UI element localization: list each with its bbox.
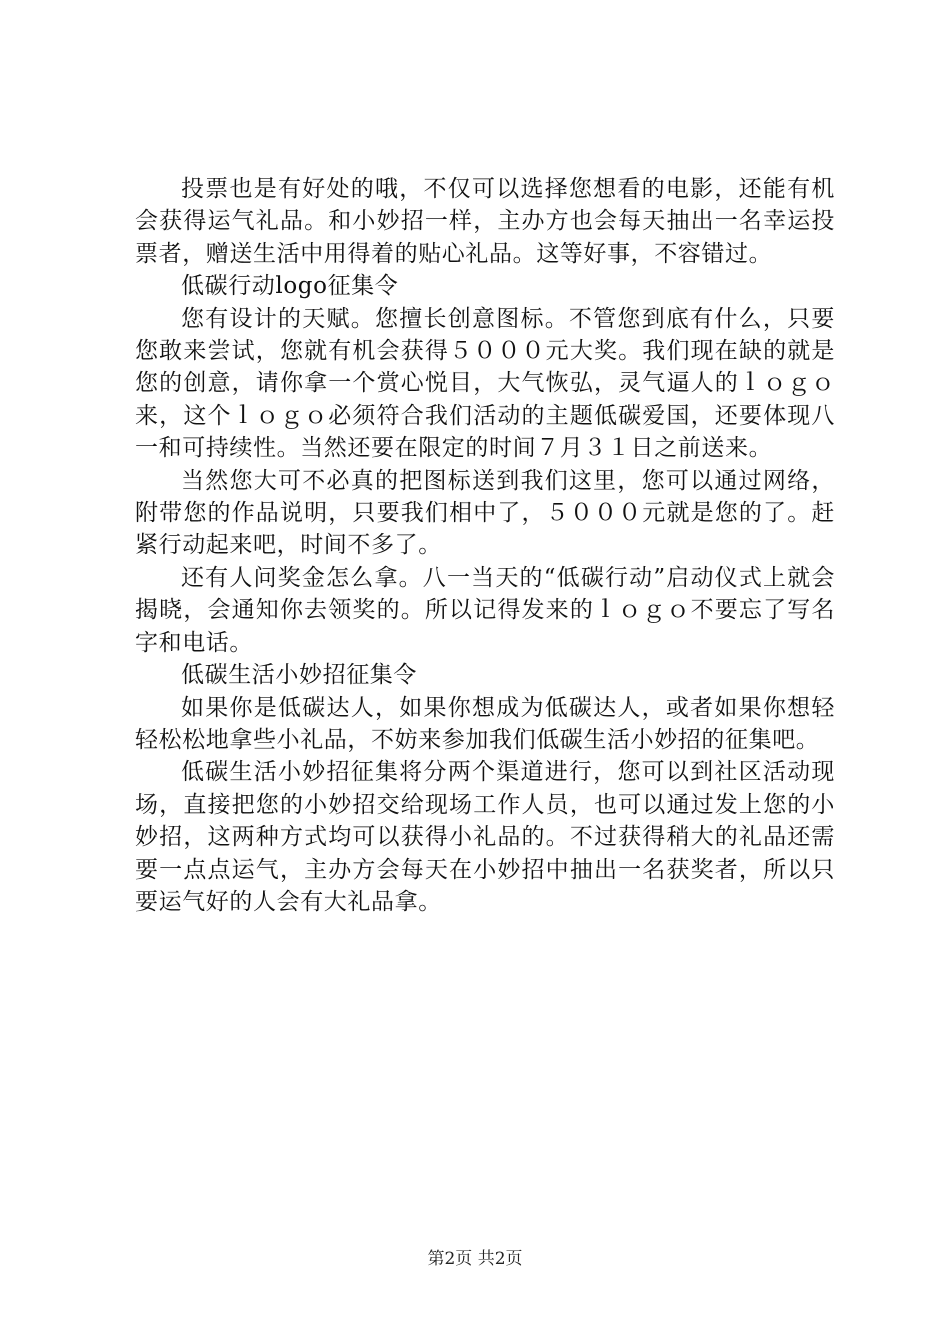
paragraph-tips-channels: 低碳生活小妙招征集将分两个渠道进行，您可以到社区活动现场，直接把您的小妙招交给现场工作人员，也可以通过发上您的小妙招，这两种方式均可以获得小礼品的。不过获得稍大的礼品还需要一点点运气，主办方会每天在小妙招中抽出一名获奖者，所以只要运气好的人会有大礼品拿。 [135, 759, 835, 915]
document-body [135, 173, 835, 918]
paragraph-voting-benefits: 投票也是有好处的哦，不仅可以选择您想看的电影，还能有机会获得运气礼品。和小妙招一样，主办方也会每天抽出一名幸运投票者，赠送生活中用得着的贴心礼品。这等好事，不容错过。 [135, 176, 835, 267]
section-heading-tips-contest: 低碳生活小妙招征集令 [181, 662, 417, 689]
paragraph-logo-contest-intro: 您有设计的天赋。您擅长创意图标。不管您到底有什么，只要您敢来尝试，您就有机会获得５０００元大奖。我们现在缺的就是您的创意，请你拿一个赏心悦目，大气恢弘，灵气逼人的ｌｏｇｏ来，这个ｌｏｇｏ必须符合我们活动的主题低碳爱国，还要体现八一和可持续性。当然还要在限定的时间７月３１日之前送来。 [135, 305, 835, 462]
paragraph-tips-contest-intro: 如果你是低碳达人，如果你想成为低碳达人，或者如果你想轻轻松松地拿些小礼品，不妨来参加我们低碳生活小妙招的征集吧。 [135, 694, 835, 753]
page-number-footer: 第2页 共2页 [427, 1249, 523, 1269]
section-heading-logo-contest: 低碳行动logo征集令 [181, 273, 399, 300]
paragraph-prize-collection: 还有人问奖金怎么拿。八一当天的“低碳行动”启动仪式上就会揭晓，会通知你去领奖的。所以记得发来的ｌｏｇｏ不要忘了写名字和电话。 [135, 564, 835, 656]
paragraph-logo-submission: 当然您大可不必真的把图标送到我们这里，您可以通过网络，附带您的作品说明，只要我们相中了，５０００元就是您的了。赶紧行动起来吧，时间不多了。 [135, 467, 835, 559]
